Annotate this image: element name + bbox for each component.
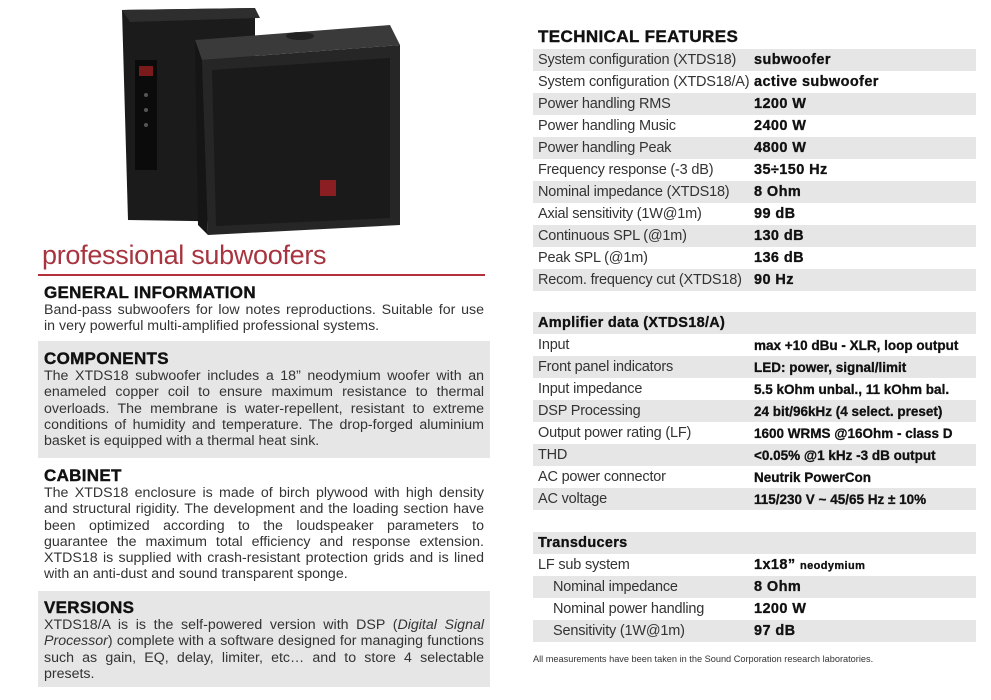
spec-label: Recom. frequency cut (XTDS18) <box>538 272 742 288</box>
table-row <box>533 466 976 488</box>
spec-value-text: 99 dB <box>754 206 796 222</box>
spec-value <box>754 228 804 244</box>
body-text: XTDS18/A is is the self-powered version with DSP ( <box>44 617 398 633</box>
spec-label: Frequency response (-3 dB) <box>538 162 714 178</box>
table-row <box>533 334 976 356</box>
footnote: All measurements have been taken in the Sound Corporation research laboratories. <box>533 654 874 664</box>
table-row <box>533 247 976 269</box>
spec-value-text: active subwoofer <box>754 74 879 90</box>
spec-label: Peak SPL (@1m) <box>538 250 648 266</box>
spec-value <box>754 579 801 595</box>
section-general-information <box>38 283 490 335</box>
spec-value-text: Neutrik PowerCon <box>754 469 872 485</box>
table-row <box>533 159 976 181</box>
spec-value-text: 115/230 V ~ 45/65 Hz ± 10% <box>754 491 927 507</box>
spec-value-text: 8 Ohm <box>754 579 802 595</box>
spec-value <box>754 250 804 266</box>
spec-value <box>754 470 871 485</box>
table-row <box>533 137 976 159</box>
spec-value <box>754 382 949 397</box>
spec-label: System configuration (XTDS18/A) <box>538 74 750 90</box>
section-heading: CABINET <box>44 466 122 485</box>
section-body: The XTDS18 subwoofer includes a 18” neodymium woofer with an enameled copper coil to ensure maximum resistance to thermal overloads. The membrane is water-repellent, resistant to extreme conditions of humidity and temperature. The drop-forged aluminium basket is equipped with a thermal heat sink. <box>44 368 484 450</box>
table-row <box>533 71 976 93</box>
section-cabinet <box>38 466 490 583</box>
spec-value <box>754 426 953 441</box>
spec-value-text: 1x18” <box>754 557 796 573</box>
table-row <box>533 576 976 598</box>
spec-value <box>754 118 806 134</box>
section-heading: VERSIONS <box>44 598 135 617</box>
spec-value <box>754 448 936 463</box>
table-row <box>533 598 976 620</box>
table-row <box>533 93 976 115</box>
spec-value-text: 136 dB <box>754 250 804 266</box>
table-header: Amplifier data (XTDS18/A) <box>533 312 976 334</box>
spec-value <box>754 601 806 617</box>
section-body: The XTDS18 enclosure is made of birch plywood with high density and structural rigidity. The development and the loading section have been optimized according to the loudspeaker parameters to guarantee the maximum total efficiency and response extension. XTDS18 is supplied with crash-resistant protection grids and is lined with an anti-dust and sound transparent sponge. <box>44 485 484 583</box>
spec-value-text: 90 Hz <box>754 272 794 288</box>
spec-value-text: 24 bit/96kHz (4 select. preset) <box>754 403 943 419</box>
table-row <box>533 620 976 642</box>
spec-label: Nominal impedance (XTDS18) <box>538 184 730 200</box>
spec-label: DSP Processing <box>538 403 641 419</box>
amplifier-data-table <box>533 312 976 510</box>
spec-label: System configuration (XTDS18) <box>538 52 737 68</box>
spec-label: Nominal power handling <box>553 601 705 617</box>
spec-value <box>754 140 806 156</box>
spec-value-text: max +10 dBu - XLR, loop output <box>754 337 959 353</box>
section-heading: GENERAL INFORMATION <box>44 283 256 302</box>
table-header: Transducers <box>533 532 976 554</box>
spec-value-text: 97 dB <box>754 623 796 639</box>
spec-value <box>754 557 865 573</box>
spec-value-text: 2400 W <box>754 118 807 134</box>
spec-value-text: <0.05% @1 kHz -3 dB output <box>754 447 936 463</box>
table-row <box>533 422 976 444</box>
spec-value <box>754 272 794 288</box>
spec-value <box>754 623 796 639</box>
section-body: Band-pass subwoofers for low notes reproductions. Suitable for use in very powerful multi-amplified professional systems. <box>44 302 484 335</box>
section-body <box>44 617 484 682</box>
transducers-table <box>533 532 976 642</box>
table-row <box>533 488 976 510</box>
spec-value-text: LED: power, signal/limit <box>754 359 907 375</box>
technical-features-table <box>533 49 976 291</box>
spec-label: Continuous SPL (@1m) <box>538 228 687 244</box>
spec-value-text: 35÷150 Hz <box>754 162 828 178</box>
spec-label: Input impedance <box>538 381 643 397</box>
table-row <box>533 115 976 137</box>
spec-label: Nominal impedance <box>553 579 678 595</box>
table-row <box>533 444 976 466</box>
spec-value <box>754 338 958 353</box>
page-title: professional subwoofers <box>42 240 327 270</box>
table-row <box>533 181 976 203</box>
table-row <box>533 356 976 378</box>
table-row <box>533 225 976 247</box>
spec-value <box>754 52 831 68</box>
table-row <box>533 400 976 422</box>
spec-label: Power handling Music <box>538 118 676 134</box>
table-row <box>533 269 976 291</box>
spec-value <box>754 404 942 419</box>
spec-value <box>754 360 906 375</box>
body-text: ) complete with a software designed for managing functions such as gain, EQ, delay, limiter, etc… and to store 4 selectable presets. <box>44 633 484 682</box>
spec-label: Axial sensitivity (1W@1m) <box>538 206 702 222</box>
spec-value <box>754 96 806 112</box>
spec-value-note: neodymium <box>799 560 866 572</box>
spec-label: Power handling Peak <box>538 140 672 156</box>
spec-value-text: 8 Ohm <box>754 184 802 200</box>
table-row <box>533 49 976 71</box>
spec-value <box>754 162 828 178</box>
table-row <box>533 203 976 225</box>
spec-label: Front panel indicators <box>538 359 674 375</box>
section-versions <box>38 591 490 687</box>
spec-value-text: 1600 WRMS @16Ohm - class D <box>754 425 953 441</box>
spec-value-text: 1200 W <box>754 601 807 617</box>
spec-value-text: 4800 W <box>754 140 807 156</box>
spec-label: LF sub system <box>538 557 630 573</box>
spec-value <box>754 492 926 507</box>
spec-label: Input <box>538 337 570 353</box>
spec-value-text: 5.5 kOhm unbal., 11 kOhm bal. <box>754 381 950 397</box>
spec-label: AC power connector <box>538 469 666 485</box>
spec-value-text: 1200 W <box>754 96 807 112</box>
spec-label: Output power rating (LF) <box>538 425 692 441</box>
spec-value <box>754 74 879 90</box>
spec-label: Sensitivity (1W@1m) <box>553 623 685 639</box>
spec-label: Power handling RMS <box>538 96 671 112</box>
spec-value <box>754 206 796 222</box>
body-italic: Digital Signal Processor <box>44 617 484 650</box>
spec-label: THD <box>538 447 568 463</box>
subwoofer-product-image <box>90 0 420 240</box>
spec-value <box>754 184 801 200</box>
section-components <box>38 341 490 458</box>
title-divider <box>38 274 485 276</box>
table-row <box>533 378 976 400</box>
table-row <box>533 554 976 576</box>
spec-label: AC voltage <box>538 491 607 507</box>
technical-features-heading: TECHNICAL FEATURES <box>538 27 739 46</box>
spec-value-text: 130 dB <box>754 228 804 244</box>
spec-value-text: subwoofer <box>754 52 831 68</box>
section-heading: COMPONENTS <box>44 349 169 368</box>
